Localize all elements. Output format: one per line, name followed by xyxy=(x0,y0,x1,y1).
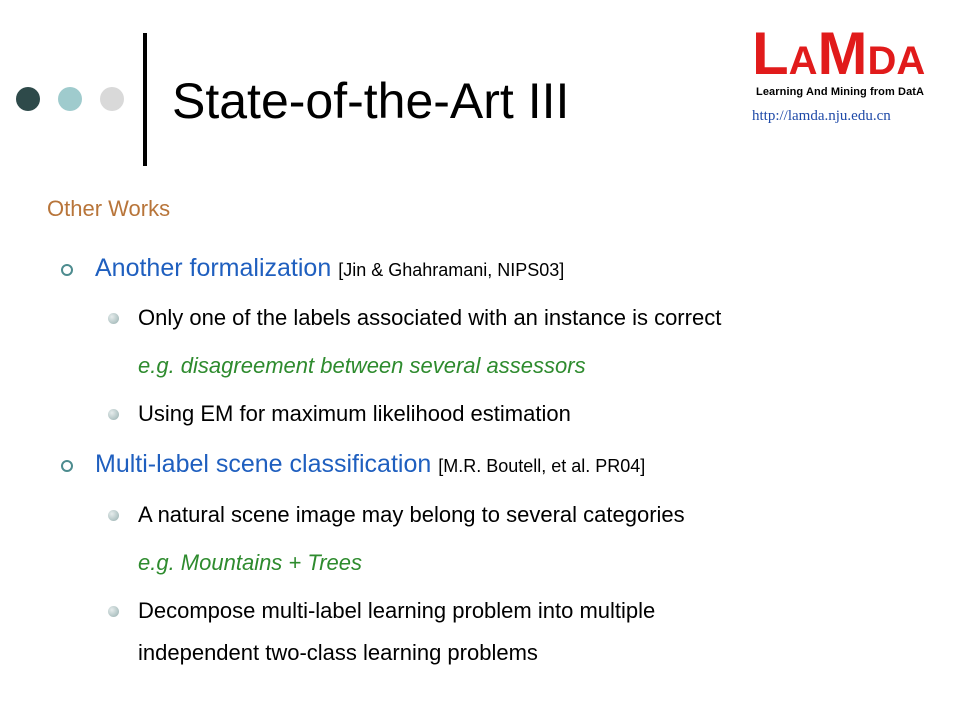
dark-dot-icon xyxy=(16,87,40,111)
teal-dot-icon xyxy=(58,87,82,111)
logo-letter-l: L xyxy=(752,20,789,87)
sub-point: Only one of the labels associated with an instance is correct xyxy=(138,305,722,330)
section-heading: Other Works xyxy=(47,196,171,221)
decorative-dots xyxy=(16,87,126,113)
website-url: http://lamda.nju.edu.cn xyxy=(752,108,891,124)
example-text: e.g. disagreement between several assessors xyxy=(138,353,586,378)
item-citation: [M.R. Boutell, et al. PR04] xyxy=(438,456,646,476)
sub-point-continued: independent two-class learning problems xyxy=(138,640,538,665)
logo-letter-a: A xyxy=(788,39,818,83)
sub-point: Using EM for maximum likelihood estimation xyxy=(138,401,571,426)
sub-point: A natural scene image may belong to several categories xyxy=(138,502,685,527)
logo-wordmark xyxy=(752,20,926,87)
item-heading xyxy=(95,254,564,283)
lamda-logo xyxy=(752,20,932,100)
example-text: e.g. Mountains + Trees xyxy=(138,550,362,575)
gray-dot-icon xyxy=(100,87,124,111)
round-bullet-icon xyxy=(108,606,119,617)
item-heading xyxy=(95,450,645,479)
logo-letters-da: DA xyxy=(867,39,926,83)
round-bullet-icon xyxy=(108,409,119,420)
round-bullet-icon xyxy=(108,313,119,324)
round-bullet-icon xyxy=(108,510,119,521)
sub-point: Decompose multi-label learning problem into multiple xyxy=(138,598,656,623)
item-citation: [Jin & Ghahramani, NIPS03] xyxy=(338,260,565,280)
item-heading-text: Multi-label scene classification xyxy=(95,450,432,478)
hollow-bullet-icon xyxy=(61,264,73,276)
logo-letter-m: M xyxy=(817,20,868,87)
item-heading-text: Another formalization xyxy=(95,254,332,282)
title-divider xyxy=(143,33,147,166)
hollow-bullet-icon xyxy=(61,460,73,472)
slide-title: State-of-the-Art III xyxy=(172,73,570,129)
logo-tagline: Learning And Mining from DatA xyxy=(756,86,925,98)
